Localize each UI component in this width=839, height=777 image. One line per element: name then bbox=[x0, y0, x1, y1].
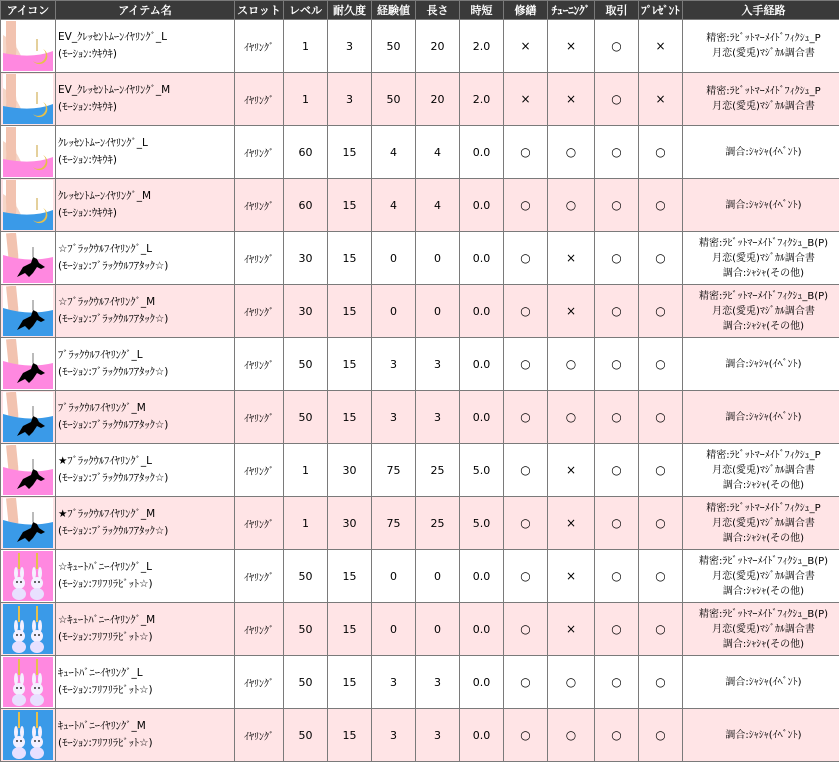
exp-cell: 75 bbox=[372, 444, 416, 497]
trade-cell: ○ bbox=[595, 232, 639, 285]
item-name: ｷｭｰﾄﾊﾞﾆｰｲﾔﾘﾝｸﾞ_M bbox=[58, 720, 146, 732]
table-row bbox=[1, 20, 839, 73]
tuning-cell: × bbox=[548, 20, 595, 73]
timeshort-cell: 0.0 bbox=[460, 391, 504, 444]
repair-cell: ○ bbox=[504, 709, 548, 762]
exp-cell: 0 bbox=[372, 232, 416, 285]
route-line: 精密:ﾗﾋﾞｯﾄﾏｰﾒｲﾄﾞﾌｨｸｼｭ_B(P) bbox=[698, 237, 829, 249]
timeshort-cell: 0.0 bbox=[460, 338, 504, 391]
item-name-cell bbox=[56, 444, 235, 497]
slot-cell: ｲﾔﾘﾝｸﾞ bbox=[235, 656, 284, 709]
route-line: 月恋(愛兎)ﾏｼﾞｶﾙ調合書 bbox=[712, 517, 815, 529]
route-line: 調合:ｼｬｼｬ(ｲﾍﾞﾝﾄ) bbox=[725, 199, 802, 211]
item-name: ｷｭｰﾄﾊﾞﾆｰｲﾔﾘﾝｸﾞ_L bbox=[58, 667, 143, 679]
black-wolf-earring-icon bbox=[3, 498, 53, 548]
black-wolf-earring-icon bbox=[3, 392, 53, 442]
icon-cell bbox=[1, 656, 56, 709]
item-name-cell bbox=[56, 73, 235, 126]
header-slot: スロット bbox=[235, 1, 284, 20]
exp-cell: 3 bbox=[372, 391, 416, 444]
route-line: 精密:ﾗﾋﾞｯﾄﾏｰﾒｲﾄﾞﾌｨｸｼｭ_B(P) bbox=[698, 555, 829, 567]
length-cell: 0 bbox=[416, 550, 460, 603]
icon-cell bbox=[1, 444, 56, 497]
trade-cell: ○ bbox=[595, 179, 639, 232]
tuning-cell: × bbox=[548, 550, 595, 603]
trade-cell: ○ bbox=[595, 73, 639, 126]
length-cell: 0 bbox=[416, 232, 460, 285]
repair-cell: ○ bbox=[504, 126, 548, 179]
trade-cell: ○ bbox=[595, 497, 639, 550]
durability-cell: 15 bbox=[328, 550, 372, 603]
timeshort-cell: 5.0 bbox=[460, 497, 504, 550]
tuning-cell: ○ bbox=[548, 709, 595, 762]
route-line: 調合:ｼｬｼｬ(その他) bbox=[722, 585, 805, 597]
slot-cell: ｲﾔﾘﾝｸﾞ bbox=[235, 126, 284, 179]
repair-cell: ○ bbox=[504, 179, 548, 232]
route-line: 月恋(愛兎)ﾏｼﾞｶﾙ調合書 bbox=[712, 101, 815, 112]
length-cell: 0 bbox=[416, 603, 460, 656]
repair-cell: ○ bbox=[504, 232, 548, 285]
durability-cell: 30 bbox=[328, 497, 372, 550]
route-line: 月恋(愛兎)ﾏｼﾞｶﾙ調合書 bbox=[712, 464, 815, 476]
timeshort-cell: 0.0 bbox=[460, 656, 504, 709]
black-wolf-earring-icon bbox=[3, 339, 53, 389]
item-name: EV_ｸﾚｯｾﾝﾄﾑｰﾝｲﾔﾘﾝｸﾞ_M bbox=[58, 84, 171, 96]
slot-cell: ｲﾔﾘﾝｸﾞ bbox=[235, 338, 284, 391]
icon-cell bbox=[1, 179, 56, 232]
exp-cell: 4 bbox=[372, 179, 416, 232]
slot-cell: ｲﾔﾘﾝｸﾞ bbox=[235, 73, 284, 126]
route-line: 調合:ｼｬｼｬ(その他) bbox=[722, 479, 805, 491]
route-cell bbox=[683, 550, 839, 603]
route-cell bbox=[683, 497, 839, 550]
item-name: ☆ｷｭｰﾄﾊﾞﾆｰｲﾔﾘﾝｸﾞ_M bbox=[58, 614, 156, 626]
item-motion: (ﾓｰｼｮﾝ:ﾌﾘﾌﾘﾗﾋﾞｯﾄ☆) bbox=[58, 684, 153, 696]
slot-cell: ｲﾔﾘﾝｸﾞ bbox=[235, 709, 284, 762]
route-line: 月恋(愛兎)ﾏｼﾞｶﾙ調合書 bbox=[712, 305, 815, 317]
crescent-moon-earring-icon bbox=[3, 180, 53, 230]
level-cell: 1 bbox=[284, 73, 328, 126]
item-name: ﾌﾞﾗｯｸｳﾙﾌｲﾔﾘﾝｸﾞ_L bbox=[58, 349, 143, 361]
tuning-cell: × bbox=[548, 73, 595, 126]
item-motion: (ﾓｰｼｮﾝ:ﾌﾘﾌﾘﾗﾋﾞｯﾄ☆) bbox=[58, 737, 153, 749]
trade-cell: ○ bbox=[595, 550, 639, 603]
route-line: 月恋(愛兎)ﾏｼﾞｶﾙ調合書 bbox=[712, 252, 815, 264]
repair-cell: ○ bbox=[504, 497, 548, 550]
repair-cell: ○ bbox=[504, 285, 548, 338]
level-cell: 50 bbox=[284, 603, 328, 656]
black-wolf-earring-icon bbox=[3, 445, 53, 495]
durability-cell: 15 bbox=[328, 179, 372, 232]
present-cell: ○ bbox=[639, 550, 683, 603]
icon-cell bbox=[1, 338, 56, 391]
timeshort-cell: 0.0 bbox=[460, 709, 504, 762]
black-wolf-earring-icon bbox=[3, 233, 53, 283]
item-name: ｸﾚｯｾﾝﾄﾑｰﾝｲﾔﾘﾝｸﾞ_M bbox=[58, 190, 152, 202]
route-line: 調合:ｼｬｼｬ(ｲﾍﾞﾝﾄ) bbox=[725, 358, 802, 370]
timeshort-cell: 0.0 bbox=[460, 126, 504, 179]
length-cell: 25 bbox=[416, 497, 460, 550]
header-icon: アイコン bbox=[1, 1, 56, 20]
exp-cell: 0 bbox=[372, 550, 416, 603]
slot-cell: ｲﾔﾘﾝｸﾞ bbox=[235, 497, 284, 550]
table-row bbox=[1, 656, 839, 709]
route-line: 調合:ｼｬｼｬ(その他) bbox=[722, 532, 805, 544]
present-cell: ○ bbox=[639, 709, 683, 762]
exp-cell: 0 bbox=[372, 603, 416, 656]
trade-cell: ○ bbox=[595, 20, 639, 73]
present-cell: ○ bbox=[639, 391, 683, 444]
route-cell bbox=[683, 179, 839, 232]
tuning-cell: × bbox=[548, 232, 595, 285]
item-name-cell bbox=[56, 497, 235, 550]
item-motion: (ﾓｰｼｮﾝ:ﾌﾞﾗｯｸｳﾙﾌｱﾀｯｸ☆) bbox=[58, 419, 169, 431]
item-name-cell bbox=[56, 550, 235, 603]
route-line: 調合:ｼｬｼｬ(その他) bbox=[722, 638, 805, 650]
timeshort-cell: 0.0 bbox=[460, 232, 504, 285]
item-name-cell bbox=[56, 709, 235, 762]
table-row bbox=[1, 603, 839, 656]
durability-cell: 15 bbox=[328, 656, 372, 709]
item-name: ☆ﾌﾞﾗｯｸｳﾙﾌｲﾔﾘﾝｸﾞ_M bbox=[58, 296, 156, 308]
header-timeshort: 時短 bbox=[460, 1, 504, 20]
timeshort-cell: 5.0 bbox=[460, 444, 504, 497]
icon-cell bbox=[1, 232, 56, 285]
table-row bbox=[1, 126, 839, 179]
item-name-cell bbox=[56, 391, 235, 444]
item-motion: (ﾓｰｼｮﾝ:ﾌﾞﾗｯｸｳﾙﾌｱﾀｯｸ☆) bbox=[58, 366, 169, 378]
item-name: ﾌﾞﾗｯｸｳﾙﾌｲﾔﾘﾝｸﾞ_M bbox=[58, 402, 146, 414]
item-name: ★ﾌﾞﾗｯｸｳﾙﾌｲﾔﾘﾝｸﾞ_M bbox=[58, 508, 156, 520]
item-name: EV_ｸﾚｯｾﾝﾄﾑｰﾝｲﾔﾘﾝｸﾞ_L bbox=[58, 31, 167, 43]
present-cell: × bbox=[639, 20, 683, 73]
item-motion: (ﾓｰｼｮﾝ:ﾌﾞﾗｯｸｳﾙﾌｱﾀｯｸ☆) bbox=[58, 313, 169, 325]
item-name: ★ﾌﾞﾗｯｸｳﾙﾌｲﾔﾘﾝｸﾞ_L bbox=[58, 455, 153, 467]
trade-cell: ○ bbox=[595, 603, 639, 656]
route-cell bbox=[683, 20, 839, 73]
item-name-cell bbox=[56, 232, 235, 285]
slot-cell: ｲﾔﾘﾝｸﾞ bbox=[235, 232, 284, 285]
repair-cell: ○ bbox=[504, 338, 548, 391]
route-cell bbox=[683, 603, 839, 656]
icon-cell bbox=[1, 20, 56, 73]
repair-cell: × bbox=[504, 73, 548, 126]
durability-cell: 15 bbox=[328, 126, 372, 179]
tuning-cell: ○ bbox=[548, 656, 595, 709]
icon-cell bbox=[1, 73, 56, 126]
exp-cell: 3 bbox=[372, 656, 416, 709]
route-line: 精密:ﾗﾋﾞｯﾄﾏｰﾒｲﾄﾞﾌｨｸｼｭ_B(P) bbox=[698, 290, 829, 302]
durability-cell: 30 bbox=[328, 444, 372, 497]
level-cell: 50 bbox=[284, 656, 328, 709]
icon-cell bbox=[1, 550, 56, 603]
exp-cell: 4 bbox=[372, 126, 416, 179]
cute-bunny-earring-icon bbox=[3, 604, 53, 654]
tuning-cell: ○ bbox=[548, 179, 595, 232]
durability-cell: 15 bbox=[328, 338, 372, 391]
item-motion: (ﾓｰｼｮﾝ:ﾌﾞﾗｯｸｳﾙﾌｱﾀｯｸ☆) bbox=[58, 260, 169, 272]
present-cell: ○ bbox=[639, 603, 683, 656]
durability-cell: 3 bbox=[328, 73, 372, 126]
route-line: 調合:ｼｬｼｬ(その他) bbox=[722, 320, 805, 332]
present-cell: ○ bbox=[639, 285, 683, 338]
durability-cell: 15 bbox=[328, 232, 372, 285]
durability-cell: 15 bbox=[328, 285, 372, 338]
exp-cell: 50 bbox=[372, 20, 416, 73]
length-cell: 20 bbox=[416, 73, 460, 126]
icon-cell bbox=[1, 603, 56, 656]
header-exp: 経験値 bbox=[372, 1, 416, 20]
icon-cell bbox=[1, 126, 56, 179]
table-row bbox=[1, 444, 839, 497]
tuning-cell: ○ bbox=[548, 391, 595, 444]
trade-cell: ○ bbox=[595, 391, 639, 444]
exp-cell: 3 bbox=[372, 338, 416, 391]
item-name-cell bbox=[56, 603, 235, 656]
present-cell: ○ bbox=[639, 338, 683, 391]
cute-bunny-earring-icon bbox=[3, 710, 53, 760]
tuning-cell: ○ bbox=[548, 338, 595, 391]
level-cell: 60 bbox=[284, 179, 328, 232]
route-line: 月恋(愛兎)ﾏｼﾞｶﾙ調合書 bbox=[712, 48, 815, 59]
item-name: ☆ｷｭｰﾄﾊﾞﾆｰｲﾔﾘﾝｸﾞ_L bbox=[58, 561, 153, 573]
repair-cell: ○ bbox=[504, 444, 548, 497]
present-cell: ○ bbox=[639, 179, 683, 232]
route-cell bbox=[683, 232, 839, 285]
length-cell: 4 bbox=[416, 126, 460, 179]
timeshort-cell: 0.0 bbox=[460, 285, 504, 338]
trade-cell: ○ bbox=[595, 338, 639, 391]
route-line: 精密:ﾗﾋﾞｯﾄﾏｰﾒｲﾄﾞﾌｨｸｼｭ_P bbox=[706, 33, 821, 44]
level-cell: 30 bbox=[284, 285, 328, 338]
item-name: ☆ﾌﾞﾗｯｸｳﾙﾌｲﾔﾘﾝｸﾞ_L bbox=[58, 243, 153, 255]
header-tuning: ﾁｭｰﾆﾝｸﾞ bbox=[548, 1, 595, 20]
length-cell: 3 bbox=[416, 709, 460, 762]
length-cell: 3 bbox=[416, 338, 460, 391]
present-cell: ○ bbox=[639, 497, 683, 550]
level-cell: 50 bbox=[284, 391, 328, 444]
level-cell: 1 bbox=[284, 497, 328, 550]
table-header-row bbox=[1, 1, 839, 20]
route-cell bbox=[683, 285, 839, 338]
tuning-cell: × bbox=[548, 285, 595, 338]
table-row bbox=[1, 550, 839, 603]
table-row bbox=[1, 285, 839, 338]
item-name-cell bbox=[56, 179, 235, 232]
repair-cell: ○ bbox=[504, 391, 548, 444]
route-line: 精密:ﾗﾋﾞｯﾄﾏｰﾒｲﾄﾞﾌｨｸｼｭ_P bbox=[706, 86, 821, 97]
icon-cell bbox=[1, 497, 56, 550]
route-cell bbox=[683, 709, 839, 762]
black-wolf-earring-icon bbox=[3, 286, 53, 336]
route-line: 精密:ﾗﾋﾞｯﾄﾏｰﾒｲﾄﾞﾌｨｸｼｭ_P bbox=[706, 449, 821, 461]
trade-cell: ○ bbox=[595, 656, 639, 709]
item-motion: (ﾓｰｼｮﾝ:ｳｷｳｷ) bbox=[58, 101, 117, 113]
exp-cell: 0 bbox=[372, 285, 416, 338]
exp-cell: 75 bbox=[372, 497, 416, 550]
present-cell: ○ bbox=[639, 126, 683, 179]
item-motion: (ﾓｰｼｮﾝ:ｳｷｳｷ) bbox=[58, 48, 117, 60]
level-cell: 50 bbox=[284, 550, 328, 603]
cute-bunny-earring-icon bbox=[3, 657, 53, 707]
slot-cell: ｲﾔﾘﾝｸﾞ bbox=[235, 603, 284, 656]
table-row bbox=[1, 391, 839, 444]
table-row bbox=[1, 497, 839, 550]
repair-cell: × bbox=[504, 20, 548, 73]
tuning-cell: × bbox=[548, 444, 595, 497]
slot-cell: ｲﾔﾘﾝｸﾞ bbox=[235, 391, 284, 444]
timeshort-cell: 0.0 bbox=[460, 603, 504, 656]
item-motion: (ﾓｰｼｮﾝ:ｳｷｳｷ) bbox=[58, 207, 117, 219]
length-cell: 25 bbox=[416, 444, 460, 497]
tuning-cell: × bbox=[548, 603, 595, 656]
length-cell: 4 bbox=[416, 179, 460, 232]
route-line: 調合:ｼｬｼｬ(ｲﾍﾞﾝﾄ) bbox=[725, 411, 802, 423]
route-line: 調合:ｼｬｼｬ(ｲﾍﾞﾝﾄ) bbox=[725, 676, 802, 688]
table-row bbox=[1, 179, 839, 232]
item-motion: (ﾓｰｼｮﾝ:ｳｷｳｷ) bbox=[58, 154, 117, 166]
crescent-moon-earring-icon bbox=[3, 21, 53, 71]
level-cell: 1 bbox=[284, 20, 328, 73]
item-name-cell bbox=[56, 126, 235, 179]
level-cell: 60 bbox=[284, 126, 328, 179]
header-durability: 耐久度 bbox=[328, 1, 372, 20]
slot-cell: ｲﾔﾘﾝｸﾞ bbox=[235, 179, 284, 232]
route-line: 調合:ｼｬｼｬ(その他) bbox=[722, 267, 805, 279]
table-body bbox=[1, 20, 839, 762]
route-cell bbox=[683, 444, 839, 497]
present-cell: ○ bbox=[639, 656, 683, 709]
header-length: 長さ bbox=[416, 1, 460, 20]
header-route: 入手経路 bbox=[683, 1, 839, 20]
crescent-moon-earring-icon bbox=[3, 74, 53, 124]
level-cell: 50 bbox=[284, 338, 328, 391]
item-name-cell bbox=[56, 656, 235, 709]
tuning-cell: ○ bbox=[548, 126, 595, 179]
header-present: ﾌﾟﾚｾﾞﾝﾄ bbox=[639, 1, 683, 20]
header-trade: 取引 bbox=[595, 1, 639, 20]
timeshort-cell: 0.0 bbox=[460, 550, 504, 603]
durability-cell: 3 bbox=[328, 20, 372, 73]
length-cell: 20 bbox=[416, 20, 460, 73]
header-level: レベル bbox=[284, 1, 328, 20]
slot-cell: ｲﾔﾘﾝｸﾞ bbox=[235, 550, 284, 603]
trade-cell: ○ bbox=[595, 709, 639, 762]
repair-cell: ○ bbox=[504, 656, 548, 709]
crescent-moon-earring-icon bbox=[3, 127, 53, 177]
table-row bbox=[1, 709, 839, 762]
timeshort-cell: 2.0 bbox=[460, 20, 504, 73]
route-line: 精密:ﾗﾋﾞｯﾄﾏｰﾒｲﾄﾞﾌｨｸｼｭ_B(P) bbox=[698, 608, 829, 620]
route-cell bbox=[683, 338, 839, 391]
route-cell bbox=[683, 73, 839, 126]
route-cell bbox=[683, 391, 839, 444]
level-cell: 30 bbox=[284, 232, 328, 285]
slot-cell: ｲﾔﾘﾝｸﾞ bbox=[235, 285, 284, 338]
durability-cell: 15 bbox=[328, 709, 372, 762]
item-name-cell bbox=[56, 285, 235, 338]
length-cell: 0 bbox=[416, 285, 460, 338]
table-row bbox=[1, 73, 839, 126]
route-cell bbox=[683, 656, 839, 709]
route-cell bbox=[683, 126, 839, 179]
item-name: ｸﾚｯｾﾝﾄﾑｰﾝｲﾔﾘﾝｸﾞ_L bbox=[58, 137, 148, 149]
item-name-cell bbox=[56, 338, 235, 391]
table-row bbox=[1, 232, 839, 285]
durability-cell: 15 bbox=[328, 391, 372, 444]
trade-cell: ○ bbox=[595, 126, 639, 179]
present-cell: ○ bbox=[639, 444, 683, 497]
level-cell: 50 bbox=[284, 709, 328, 762]
icon-cell bbox=[1, 285, 56, 338]
item-motion: (ﾓｰｼｮﾝ:ﾌﾘﾌﾘﾗﾋﾞｯﾄ☆) bbox=[58, 578, 153, 590]
timeshort-cell: 2.0 bbox=[460, 73, 504, 126]
icon-cell bbox=[1, 709, 56, 762]
cute-bunny-earring-icon bbox=[3, 551, 53, 601]
timeshort-cell: 0.0 bbox=[460, 179, 504, 232]
repair-cell: ○ bbox=[504, 550, 548, 603]
tuning-cell: × bbox=[548, 497, 595, 550]
item-motion: (ﾓｰｼｮﾝ:ﾌﾘﾌﾘﾗﾋﾞｯﾄ☆) bbox=[58, 631, 153, 643]
route-line: 調合:ｼｬｼｬ(ｲﾍﾞﾝﾄ) bbox=[725, 146, 802, 158]
table-row bbox=[1, 338, 839, 391]
item-motion: (ﾓｰｼｮﾝ:ﾌﾞﾗｯｸｳﾙﾌｱﾀｯｸ☆) bbox=[58, 525, 169, 537]
header-repair: 修繕 bbox=[504, 1, 548, 20]
exp-cell: 3 bbox=[372, 709, 416, 762]
route-line: 調合:ｼｬｼｬ(ｲﾍﾞﾝﾄ) bbox=[725, 729, 802, 741]
repair-cell: ○ bbox=[504, 603, 548, 656]
trade-cell: ○ bbox=[595, 444, 639, 497]
item-name-cell bbox=[56, 20, 235, 73]
exp-cell: 50 bbox=[372, 73, 416, 126]
item-motion: (ﾓｰｼｮﾝ:ﾌﾞﾗｯｸｳﾙﾌｱﾀｯｸ☆) bbox=[58, 472, 169, 484]
durability-cell: 15 bbox=[328, 603, 372, 656]
route-line: 精密:ﾗﾋﾞｯﾄﾏｰﾒｲﾄﾞﾌｨｸｼｭ_P bbox=[706, 502, 821, 514]
present-cell: ○ bbox=[639, 232, 683, 285]
slot-cell: ｲﾔﾘﾝｸﾞ bbox=[235, 444, 284, 497]
present-cell: × bbox=[639, 73, 683, 126]
icon-cell bbox=[1, 391, 56, 444]
route-line: 月恋(愛兎)ﾏｼﾞｶﾙ調合書 bbox=[712, 570, 815, 582]
length-cell: 3 bbox=[416, 656, 460, 709]
length-cell: 3 bbox=[416, 391, 460, 444]
route-line: 月恋(愛兎)ﾏｼﾞｶﾙ調合書 bbox=[712, 623, 815, 635]
level-cell: 1 bbox=[284, 444, 328, 497]
trade-cell: ○ bbox=[595, 285, 639, 338]
slot-cell: ｲﾔﾘﾝｸﾞ bbox=[235, 20, 284, 73]
header-item-name: アイテム名 bbox=[56, 1, 235, 20]
